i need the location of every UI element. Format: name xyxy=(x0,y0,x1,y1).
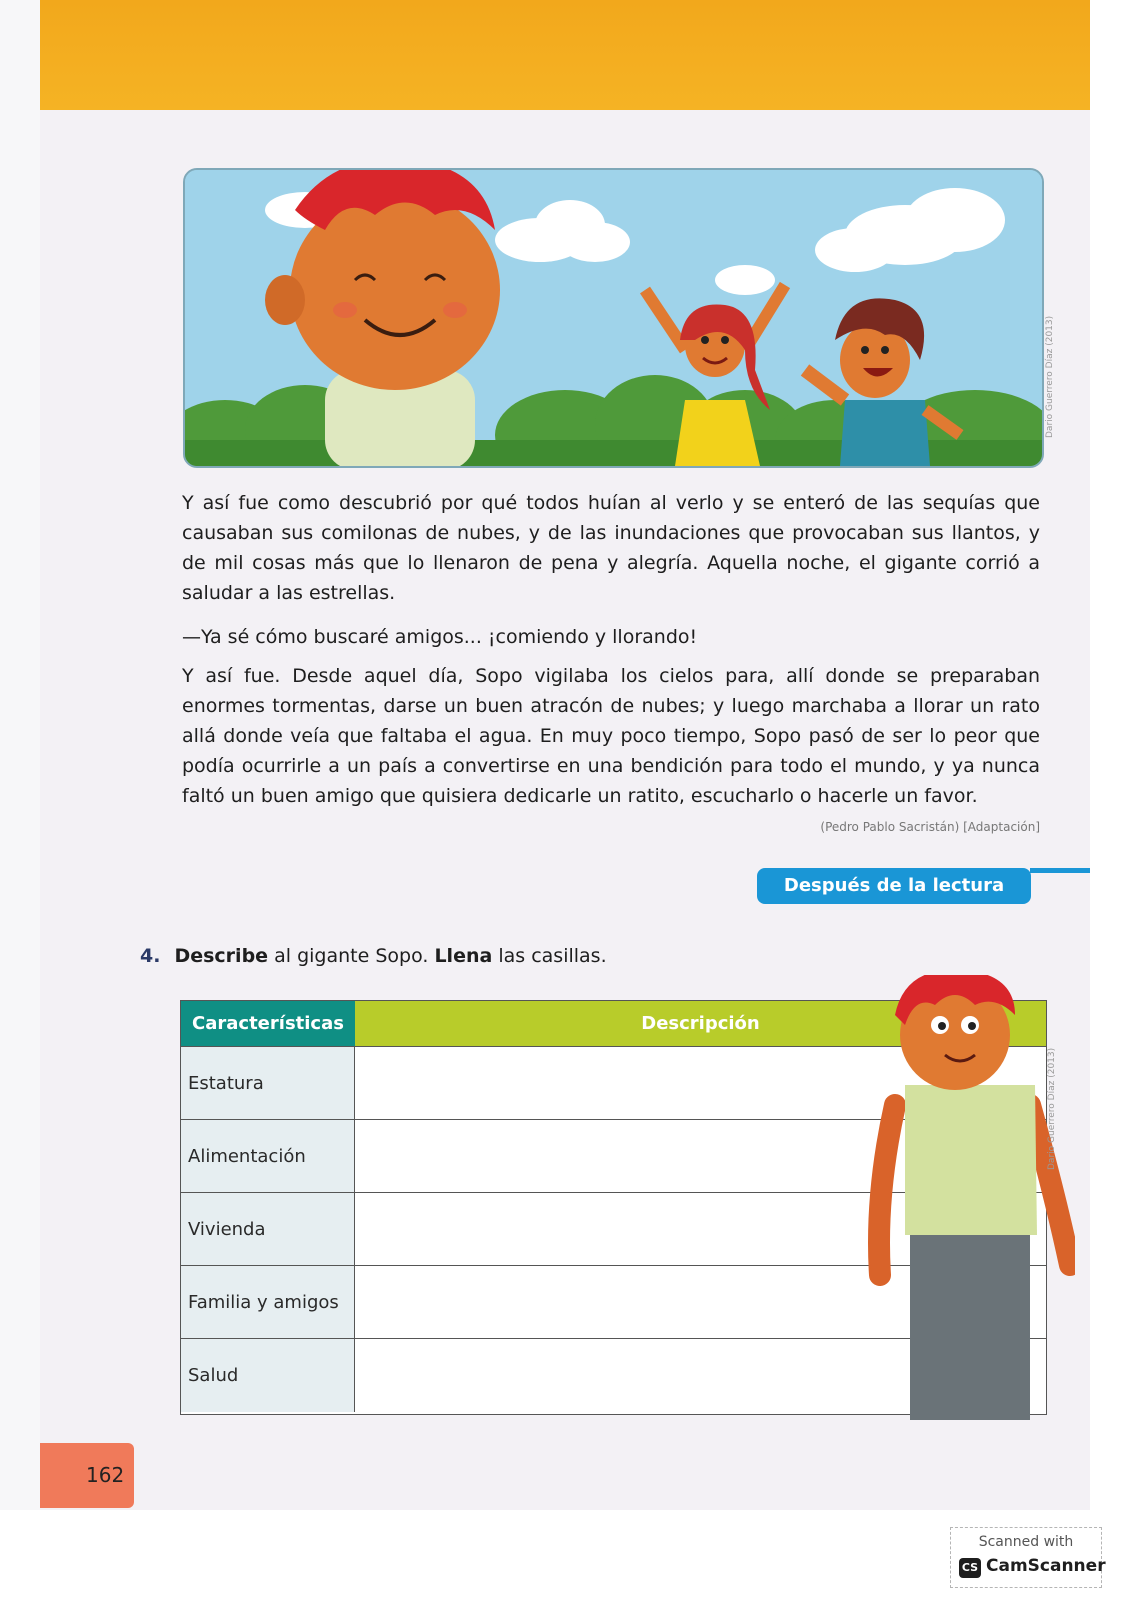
header-characteristics: Características xyxy=(181,1001,355,1046)
instruction-verb-1: Describe xyxy=(174,945,269,967)
illustration-credit: Dario Guerrero Díaz (2013) xyxy=(1045,315,1055,438)
header-description: Descripción xyxy=(355,1001,1046,1046)
question-number: 4. xyxy=(140,945,161,967)
page-number-tab xyxy=(40,1443,134,1508)
reading-paragraph-1: Y así fue como descubrió por qué todos huían al verlo y se enteró de las sequías que causaban sus comilonas de nubes, y de las inundaciones que provocaban sus llantos, y de mil cosas más que lo llenaron de pena y alegría. Aquella noche, el gigante corrió a saludar a las estrellas. xyxy=(182,492,1040,604)
page-number: 162 xyxy=(86,1463,125,1487)
row-label-estatura: Estatura xyxy=(181,1047,355,1120)
scanner-name: CamScanner xyxy=(986,1556,1106,1576)
row-label-alimentacion: Alimentación xyxy=(181,1120,355,1193)
top-orange-band xyxy=(40,0,1090,110)
camscanner-logo-icon: CS xyxy=(959,1558,981,1578)
question-4 xyxy=(140,945,607,967)
giant-and-children-scene xyxy=(185,170,1042,466)
reading-paragraph-3: Y así fue. Desde aquel día, Sopo vigilaba los cielos para, allí donde se preparaban enormes tormentas, darse un buen atracón de nubes; y luego marchaba a llorar un rato allá donde veía que faltaba el agua. En muy poco tiempo, Sopo pasó de ser lo peor que podía ocurrirle a un país a convertirse en una bendición para todo el mundo, y ya nunca faltó un buen amigo que quisiera dedicarle un ratito, escucharlo o hacerle un favor. xyxy=(182,665,1040,807)
scanner-caption: Scanned with xyxy=(978,1534,1074,1550)
giant-sopo-figure xyxy=(865,975,1075,1420)
section-rule xyxy=(1030,868,1090,873)
story-illustration xyxy=(183,168,1044,468)
row-label-salud: Salud xyxy=(181,1339,355,1412)
reading-paragraph-2: —Ya sé cómo buscaré amigos... ¡comiendo y llorando! xyxy=(182,626,698,648)
figure-credit: Dario Guerrero Díaz (2013) xyxy=(1047,1047,1057,1170)
instruction-verb-2: Llena xyxy=(434,945,493,967)
after-reading-label: Después de la lectura xyxy=(757,868,1031,904)
story-attribution: (Pedro Pablo Sacristán) [Adaptación] xyxy=(820,820,1040,834)
row-label-vivienda: Vivienda xyxy=(181,1193,355,1266)
row-label-familia: Familia y amigos xyxy=(181,1266,355,1339)
camscanner-watermark xyxy=(950,1527,1106,1588)
instruction-text-2: las casillas. xyxy=(492,945,607,967)
instruction-text-1: al gigante Sopo. xyxy=(268,945,435,967)
page-edge xyxy=(0,0,40,1510)
